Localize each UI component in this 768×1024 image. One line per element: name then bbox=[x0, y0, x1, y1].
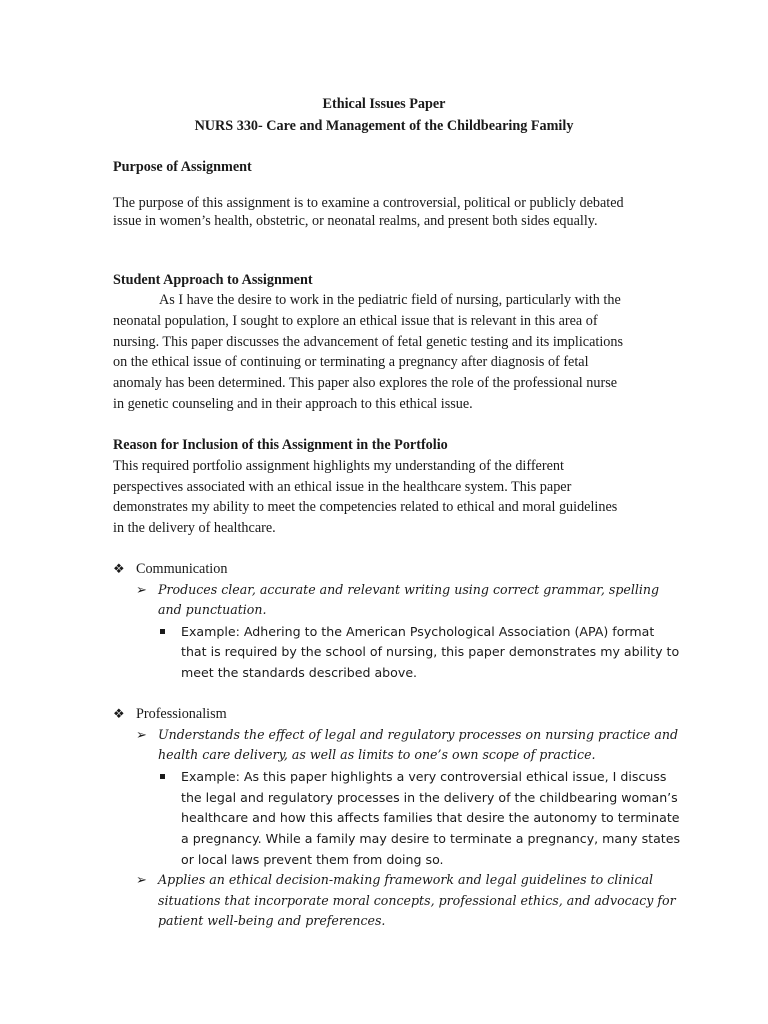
approach-line: neonatal population, I sought to explore an ethical issue that is relevant in this area of bbox=[113, 313, 598, 329]
example-line: the legal and regulatory processes in the delivery of the childbearing woman’s bbox=[181, 790, 678, 805]
example-line: a pregnancy. While a family may desire to terminate a pregnancy, many states bbox=[181, 831, 681, 846]
square-bullet-icon bbox=[160, 774, 165, 779]
purpose-heading: Purpose of Assignment bbox=[113, 159, 252, 175]
reason-line: demonstrates my ability to meet the competencies related to ethical and moral guidelines bbox=[113, 499, 618, 515]
criterion-line: Understands the effect of legal and regulatory processes on nursing practice and bbox=[158, 727, 679, 742]
criterion-line: Applies an ethical decision-making framework and legal guidelines to clinical bbox=[158, 872, 654, 887]
example-line: Example: Adhering to the American Psychological Association (APA) format bbox=[181, 624, 655, 639]
arrowhead-bullet-icon: ➢ bbox=[136, 727, 147, 742]
reason-line: This required portfolio assignment highlights my understanding of the different bbox=[113, 458, 564, 474]
reason-heading: Reason for Inclusion of this Assignment in the Portfolio bbox=[113, 437, 448, 453]
example-line: meet the standards described above. bbox=[181, 665, 418, 680]
communication-label: Communication bbox=[136, 561, 228, 577]
reason-line: in the delivery of healthcare. bbox=[113, 520, 276, 536]
diamond-bullet-icon: ❖ bbox=[113, 561, 125, 576]
example-line: Example: As this paper highlights a very controversial ethical issue, I discuss bbox=[181, 769, 667, 784]
criterion-line: health care delivery, as well as limits to one’s own scope of practice. bbox=[158, 747, 596, 762]
document-title: Ethical Issues Paper bbox=[322, 96, 446, 112]
purpose-line: The purpose of this assignment is to examine a controversial, political or publicly debated bbox=[113, 195, 624, 211]
approach-line: in genetic counseling and in their approach to this ethical issue. bbox=[113, 396, 473, 412]
diamond-bullet-icon: ❖ bbox=[113, 706, 125, 721]
professionalism-label: Professionalism bbox=[136, 706, 227, 722]
example-line: that is required by the school of nursing, this paper demonstrates my ability to bbox=[181, 644, 680, 659]
square-bullet-icon bbox=[160, 629, 165, 634]
arrowhead-bullet-icon: ➢ bbox=[136, 582, 147, 597]
example-line: healthcare and how this affects families that desire the autonomy to terminate bbox=[181, 810, 680, 825]
reason-line: perspectives associated with an ethical issue in the healthcare system. This paper bbox=[113, 479, 572, 495]
course-title: NURS 330- Care and Management of the Childbearing Family bbox=[194, 118, 574, 134]
approach-line: on the ethical issue of continuing or terminating a pregnancy after diagnosis of fetal bbox=[113, 354, 589, 370]
purpose-line: issue in women’s health, obstetric, or neonatal realms, and present both sides equally. bbox=[113, 213, 598, 229]
approach-line: As I have the desire to work in the pediatric field of nursing, particularly with the bbox=[159, 292, 621, 308]
arrowhead-bullet-icon: ➢ bbox=[136, 872, 147, 887]
criterion-line: Produces clear, accurate and relevant writing using correct grammar, spelling bbox=[158, 582, 660, 597]
approach-line: anomaly has been determined. This paper also explores the role of the professional nurse bbox=[113, 375, 618, 391]
criterion-line: situations that incorporate moral concepts, professional ethics, and advocacy for bbox=[158, 893, 676, 908]
example-line: or local laws prevent them from doing so. bbox=[181, 852, 444, 867]
approach-line: nursing. This paper discusses the advancement of fetal genetic testing and its implications bbox=[113, 334, 623, 350]
criterion-line: patient well-being and preferences. bbox=[158, 913, 386, 928]
approach-heading: Student Approach to Assignment bbox=[113, 272, 313, 288]
criterion-line: and punctuation. bbox=[158, 602, 267, 617]
